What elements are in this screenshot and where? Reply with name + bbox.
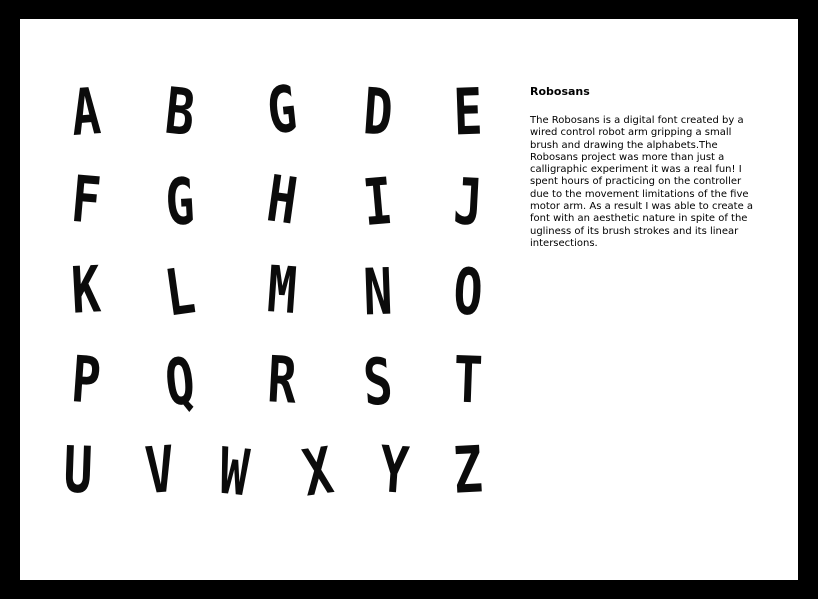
glyph-7: G: [163, 165, 197, 241]
glyph-16: P: [69, 343, 103, 419]
glyph-4: D: [361, 75, 395, 151]
glyph-17: Q: [161, 344, 199, 422]
glyph-10: J: [451, 165, 485, 241]
glyph-14: N: [362, 255, 394, 331]
glyph-12: L: [160, 254, 200, 332]
font-description: The Robosans is a digital font created by a wired control robot arm gripping a small brush and drawing the alphabets.The Robosans project was more than just a calligraphic experiment it was a real fun! I spent hours of practicing on the controller due to the movement limitations of the five motor arm. As a result I was able to create a font with an aesthetic nature in spite of the ugliness of its brush strokes and its linear intersections.: [530, 115, 754, 249]
glyph-23: W: [215, 434, 253, 512]
glyph-2: B: [161, 74, 199, 152]
glyph-1: A: [69, 75, 103, 151]
glyph-13: M: [265, 253, 299, 329]
glyph-3: G: [263, 72, 301, 150]
specimen-page: [20, 19, 798, 580]
glyph-22: V: [143, 433, 177, 509]
glyph-26: Z: [451, 433, 485, 509]
glyph-6: F: [68, 162, 104, 240]
glyph-20: T: [452, 343, 484, 419]
glyph-19: S: [361, 345, 395, 421]
glyph-11: K: [69, 253, 103, 329]
glyph-21: U: [62, 433, 94, 509]
glyph-8: H: [262, 162, 302, 240]
glyph-24: X: [298, 434, 338, 512]
glyph-15: O: [451, 255, 485, 331]
font-title: Robosans: [530, 85, 590, 98]
glyph-5: E: [452, 75, 484, 151]
glyph-9: I: [360, 164, 396, 242]
glyph-18: R: [265, 343, 299, 419]
glyph-25: Y: [377, 433, 411, 509]
